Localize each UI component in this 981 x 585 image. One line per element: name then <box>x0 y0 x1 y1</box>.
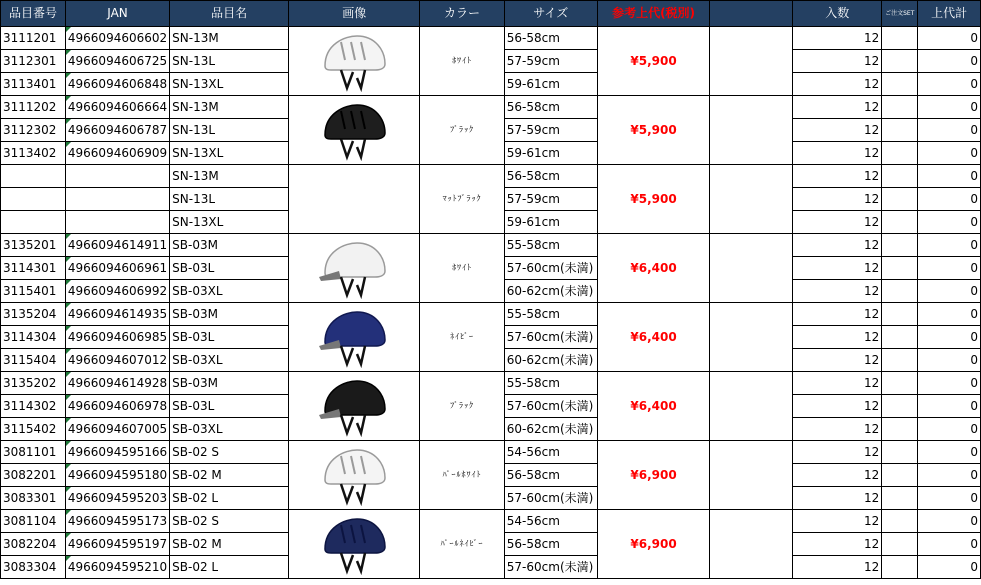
qty-cell[interactable]: 12 <box>793 441 882 464</box>
size-cell[interactable]: 57-59cm <box>504 188 597 211</box>
blank-cell[interactable] <box>710 234 793 303</box>
qty-cell[interactable]: 12 <box>793 418 882 441</box>
helmet-sn-black-icon <box>317 99 391 161</box>
total-cell[interactable]: 0 <box>918 211 981 234</box>
qty-cell[interactable]: 12 <box>793 50 882 73</box>
qty-cell[interactable]: 12 <box>793 165 882 188</box>
jan-cell[interactable]: 4966094595197 <box>65 533 169 556</box>
total-cell[interactable]: 0 <box>918 395 981 418</box>
jan-cell[interactable]: 4966094595180 <box>65 464 169 487</box>
item-name-cell[interactable]: SN-13XL <box>170 211 289 234</box>
item-code-cell[interactable]: 3114302 <box>1 395 66 418</box>
qty-cell[interactable]: 12 <box>793 303 882 326</box>
qty-cell[interactable]: 12 <box>793 188 882 211</box>
color-cell[interactable]: ﾎﾜｲﾄ <box>420 27 504 96</box>
size-cell[interactable]: 60-62cm(未満) <box>504 280 597 303</box>
image-cell[interactable] <box>289 96 420 165</box>
price-cell[interactable]: ¥6,400 <box>597 234 710 303</box>
order-set-cell[interactable] <box>882 418 918 441</box>
item-name-cell[interactable]: SB-03M <box>170 234 289 257</box>
helmet-sb-navy-icon <box>317 306 391 368</box>
blank-cell[interactable] <box>710 96 793 165</box>
order-set-cell[interactable] <box>882 303 918 326</box>
order-set-cell[interactable] <box>882 211 918 234</box>
jan-cell[interactable]: 4966094595166 <box>65 441 169 464</box>
price-cell[interactable]: ¥6,900 <box>597 441 710 510</box>
total-cell[interactable]: 0 <box>918 510 981 533</box>
total-cell[interactable]: 0 <box>918 418 981 441</box>
item-code-cell[interactable]: 3113402 <box>1 142 66 165</box>
table-row <box>1 303 981 326</box>
total-cell[interactable]: 0 <box>918 326 981 349</box>
qty-cell[interactable]: 12 <box>793 257 882 280</box>
image-cell[interactable] <box>289 303 420 372</box>
jan-cell[interactable]: 4966094606961 <box>65 257 169 280</box>
total-cell[interactable]: 0 <box>918 533 981 556</box>
jan-cell[interactable]: 4966094614911 <box>65 234 169 257</box>
total-cell[interactable]: 0 <box>918 487 981 510</box>
qty-cell[interactable]: 12 <box>793 211 882 234</box>
blank-cell[interactable] <box>710 441 793 510</box>
total-cell[interactable]: 0 <box>918 50 981 73</box>
size-cell[interactable]: 57-59cm <box>504 119 597 142</box>
price-cell[interactable]: ¥5,900 <box>597 165 710 234</box>
size-cell[interactable]: 59-61cm <box>504 73 597 96</box>
total-cell[interactable]: 0 <box>918 464 981 487</box>
item-code-cell[interactable]: 3081101 <box>1 441 66 464</box>
total-cell[interactable]: 0 <box>918 372 981 395</box>
blank-cell[interactable] <box>710 510 793 579</box>
item-name-cell[interactable]: SN-13L <box>170 188 289 211</box>
blank-cell[interactable] <box>710 27 793 96</box>
size-cell[interactable]: 57-60cm(未満) <box>504 487 597 510</box>
qty-cell[interactable]: 12 <box>793 372 882 395</box>
order-set-cell[interactable] <box>882 510 918 533</box>
item-code-cell[interactable]: 3135202 <box>1 372 66 395</box>
color-cell[interactable]: ﾎﾜｲﾄ <box>420 234 504 303</box>
item-code-cell[interactable]: 3083304 <box>1 556 66 579</box>
qty-cell[interactable]: 12 <box>793 395 882 418</box>
image-cell[interactable] <box>289 510 420 579</box>
table-row <box>1 441 981 464</box>
header-row <box>1 1 981 27</box>
header-code[interactable]: 品目番号 <box>1 1 66 27</box>
item-name-cell[interactable]: SB-02 S <box>170 441 289 464</box>
qty-cell[interactable]: 12 <box>793 119 882 142</box>
item-name-cell[interactable]: SN-13M <box>170 96 289 119</box>
item-name-cell[interactable]: SN-13L <box>170 119 289 142</box>
item-name-cell[interactable]: SN-13M <box>170 165 289 188</box>
total-cell[interactable]: 0 <box>918 119 981 142</box>
price-cell[interactable]: ¥6,400 <box>597 303 710 372</box>
order-set-cell[interactable] <box>882 349 918 372</box>
jan-cell[interactable]: 4966094606725 <box>65 50 169 73</box>
header-order-set[interactable]: ご注文SET <box>882 1 918 27</box>
qty-cell[interactable]: 12 <box>793 234 882 257</box>
jan-cell[interactable] <box>65 211 169 234</box>
item-name-cell[interactable]: SB-03M <box>170 303 289 326</box>
item-code-cell[interactable]: 3082201 <box>1 464 66 487</box>
order-set-cell[interactable] <box>882 372 918 395</box>
size-cell[interactable]: 59-61cm <box>504 211 597 234</box>
jan-cell[interactable]: 4966094614928 <box>65 372 169 395</box>
header-qty[interactable]: 入数 <box>793 1 882 27</box>
item-code-cell[interactable]: 3115402 <box>1 418 66 441</box>
order-set-cell[interactable] <box>882 395 918 418</box>
jan-cell[interactable]: 4966094606787 <box>65 119 169 142</box>
jan-cell[interactable]: 4966094614935 <box>65 303 169 326</box>
order-set-cell[interactable] <box>882 188 918 211</box>
header-jan[interactable]: JAN <box>65 1 169 27</box>
jan-cell[interactable]: 4966094606848 <box>65 73 169 96</box>
item-code-cell[interactable] <box>1 211 66 234</box>
order-set-cell[interactable] <box>882 165 918 188</box>
color-cell[interactable]: ﾌﾞﾗｯｸ <box>420 96 504 165</box>
table-row <box>1 96 981 119</box>
item-code-cell[interactable]: 3135204 <box>1 303 66 326</box>
jan-cell[interactable]: 4966094595203 <box>65 487 169 510</box>
item-code-cell[interactable]: 3111202 <box>1 96 66 119</box>
image-cell[interactable] <box>289 27 420 96</box>
item-code-cell[interactable]: 3112301 <box>1 50 66 73</box>
order-set-cell[interactable] <box>882 533 918 556</box>
table-body <box>1 27 981 579</box>
order-set-cell[interactable] <box>882 280 918 303</box>
qty-cell[interactable]: 12 <box>793 464 882 487</box>
header-size[interactable]: サイズ <box>504 1 597 27</box>
size-cell[interactable]: 56-58cm <box>504 533 597 556</box>
item-name-cell[interactable]: SB-03XL <box>170 280 289 303</box>
qty-cell[interactable]: 12 <box>793 27 882 50</box>
jan-cell[interactable]: 4966094606909 <box>65 142 169 165</box>
qty-cell[interactable]: 12 <box>793 142 882 165</box>
size-cell[interactable]: 57-60cm(未満) <box>504 257 597 280</box>
item-name-cell[interactable]: SB-02 M <box>170 464 289 487</box>
qty-cell[interactable]: 12 <box>793 556 882 579</box>
item-code-cell[interactable]: 3115404 <box>1 349 66 372</box>
total-cell[interactable]: 0 <box>918 96 981 119</box>
image-cell[interactable] <box>289 372 420 441</box>
color-cell[interactable]: ﾈｲﾋﾞｰ <box>420 303 504 372</box>
jan-cell[interactable]: 4966094607005 <box>65 418 169 441</box>
helmet-sb02-white-icon <box>317 444 391 506</box>
image-cell[interactable] <box>289 234 420 303</box>
item-code-cell[interactable]: 3111201 <box>1 27 66 50</box>
size-cell[interactable]: 57-60cm(未満) <box>504 326 597 349</box>
helmet-sb-black-icon <box>317 375 391 437</box>
item-code-cell[interactable]: 3081104 <box>1 510 66 533</box>
item-name-cell[interactable]: SN-13M <box>170 27 289 50</box>
blank-cell[interactable] <box>710 165 793 234</box>
size-cell[interactable]: 54-56cm <box>504 441 597 464</box>
order-set-cell[interactable] <box>882 441 918 464</box>
item-name-cell[interactable]: SN-13XL <box>170 73 289 96</box>
size-cell[interactable]: 56-58cm <box>504 165 597 188</box>
item-code-cell[interactable]: 3135201 <box>1 234 66 257</box>
size-cell[interactable]: 55-58cm <box>504 234 597 257</box>
color-cell[interactable]: ﾊﾟｰﾙﾎﾜｲﾄ <box>420 441 504 510</box>
item-code-cell[interactable] <box>1 188 66 211</box>
size-cell[interactable]: 57-60cm(未満) <box>504 556 597 579</box>
jan-cell[interactable]: 4966094595173 <box>65 510 169 533</box>
qty-cell[interactable]: 12 <box>793 73 882 96</box>
item-name-cell[interactable]: SB-02 L <box>170 487 289 510</box>
jan-cell[interactable] <box>65 165 169 188</box>
order-set-cell[interactable] <box>882 27 918 50</box>
table-row <box>1 372 981 395</box>
order-set-cell[interactable] <box>882 234 918 257</box>
order-set-cell[interactable] <box>882 556 918 579</box>
item-code-cell[interactable]: 3083301 <box>1 487 66 510</box>
item-name-cell[interactable]: SB-02 L <box>170 556 289 579</box>
order-set-cell[interactable] <box>882 142 918 165</box>
total-cell[interactable]: 0 <box>918 556 981 579</box>
blank-cell[interactable] <box>710 372 793 441</box>
item-name-cell[interactable]: SB-03M <box>170 372 289 395</box>
header-total[interactable]: 上代計 <box>918 1 981 27</box>
total-cell[interactable]: 0 <box>918 165 981 188</box>
table-row <box>1 165 981 188</box>
order-set-cell[interactable] <box>882 119 918 142</box>
color-cell[interactable]: ﾌﾞﾗｯｸ <box>420 372 504 441</box>
header-name[interactable]: 品目名 <box>170 1 289 27</box>
jan-cell[interactable]: 4966094606602 <box>65 27 169 50</box>
size-cell[interactable]: 60-62cm(未満) <box>504 349 597 372</box>
size-cell[interactable]: 59-61cm <box>504 142 597 165</box>
jan-cell[interactable]: 4966094606978 <box>65 395 169 418</box>
item-name-cell[interactable]: SB-03XL <box>170 349 289 372</box>
total-cell[interactable]: 0 <box>918 188 981 211</box>
item-name-cell[interactable]: SN-13L <box>170 50 289 73</box>
item-name-cell[interactable]: SB-02 S <box>170 510 289 533</box>
helmet-sn-white-icon <box>317 30 391 92</box>
qty-cell[interactable]: 12 <box>793 326 882 349</box>
price-cell[interactable]: ¥5,900 <box>597 27 710 96</box>
size-cell[interactable]: 54-56cm <box>504 510 597 533</box>
jan-cell[interactable]: 4966094606664 <box>65 96 169 119</box>
order-set-cell[interactable] <box>882 257 918 280</box>
header-color[interactable]: カラー <box>420 1 504 27</box>
order-set-cell[interactable] <box>882 73 918 96</box>
size-cell[interactable]: 57-59cm <box>504 50 597 73</box>
size-cell[interactable]: 56-58cm <box>504 27 597 50</box>
size-cell[interactable]: 55-58cm <box>504 372 597 395</box>
order-set-cell[interactable] <box>882 464 918 487</box>
total-cell[interactable]: 0 <box>918 303 981 326</box>
order-set-cell[interactable] <box>882 96 918 119</box>
image-cell[interactable] <box>289 165 420 234</box>
qty-cell[interactable]: 12 <box>793 487 882 510</box>
item-name-cell[interactable]: SB-03L <box>170 395 289 418</box>
item-name-cell[interactable]: SB-03L <box>170 326 289 349</box>
table-row <box>1 234 981 257</box>
order-set-cell[interactable] <box>882 50 918 73</box>
total-cell[interactable]: 0 <box>918 73 981 96</box>
total-cell[interactable]: 0 <box>918 257 981 280</box>
item-name-cell[interactable]: SN-13XL <box>170 142 289 165</box>
item-code-cell[interactable]: 3082204 <box>1 533 66 556</box>
size-cell[interactable]: 55-58cm <box>504 303 597 326</box>
qty-cell[interactable]: 12 <box>793 96 882 119</box>
size-cell[interactable]: 56-58cm <box>504 464 597 487</box>
order-set-cell[interactable] <box>882 487 918 510</box>
table-row <box>1 27 981 50</box>
qty-cell[interactable]: 12 <box>793 280 882 303</box>
price-cell[interactable]: ¥6,900 <box>597 510 710 579</box>
item-name-cell[interactable]: SB-02 M <box>170 533 289 556</box>
item-code-cell[interactable]: 3112302 <box>1 119 66 142</box>
qty-cell[interactable]: 12 <box>793 510 882 533</box>
qty-cell[interactable]: 12 <box>793 349 882 372</box>
item-name-cell[interactable]: SB-03L <box>170 257 289 280</box>
jan-cell[interactable]: 4966094606992 <box>65 280 169 303</box>
item-code-cell[interactable]: 3115401 <box>1 280 66 303</box>
header-blank[interactable] <box>710 1 793 27</box>
color-cell[interactable]: ﾏｯﾄﾌﾞﾗｯｸ <box>420 165 504 234</box>
total-cell[interactable]: 0 <box>918 280 981 303</box>
header-price[interactable]: 参考上代(税別) <box>597 1 710 27</box>
item-name-cell[interactable]: SB-03XL <box>170 418 289 441</box>
item-code-cell[interactable]: 3113401 <box>1 73 66 96</box>
order-set-cell[interactable] <box>882 326 918 349</box>
item-code-cell[interactable]: 3114304 <box>1 326 66 349</box>
color-cell[interactable]: ﾊﾟｰﾙﾈｲﾋﾞｰ <box>420 510 504 579</box>
total-cell[interactable]: 0 <box>918 441 981 464</box>
helmet-sb02-navy-icon <box>317 513 391 575</box>
item-code-cell[interactable] <box>1 165 66 188</box>
table-row <box>1 510 981 533</box>
jan-cell[interactable] <box>65 188 169 211</box>
size-cell[interactable]: 56-58cm <box>504 96 597 119</box>
price-cell[interactable]: ¥5,900 <box>597 96 710 165</box>
total-cell[interactable]: 0 <box>918 349 981 372</box>
jan-cell[interactable]: 4966094606985 <box>65 326 169 349</box>
item-code-cell[interactable]: 3114301 <box>1 257 66 280</box>
helmet-sb-white-icon <box>317 237 391 299</box>
total-cell[interactable]: 0 <box>918 234 981 257</box>
total-cell[interactable]: 0 <box>918 27 981 50</box>
jan-cell[interactable]: 4966094607012 <box>65 349 169 372</box>
blank-cell[interactable] <box>710 303 793 372</box>
size-cell[interactable]: 57-60cm(未満) <box>504 395 597 418</box>
jan-cell[interactable]: 4966094595210 <box>65 556 169 579</box>
image-cell[interactable] <box>289 441 420 510</box>
total-cell[interactable]: 0 <box>918 142 981 165</box>
size-cell[interactable]: 60-62cm(未満) <box>504 418 597 441</box>
price-cell[interactable]: ¥6,400 <box>597 372 710 441</box>
header-image[interactable]: 画像 <box>289 1 420 27</box>
qty-cell[interactable]: 12 <box>793 533 882 556</box>
